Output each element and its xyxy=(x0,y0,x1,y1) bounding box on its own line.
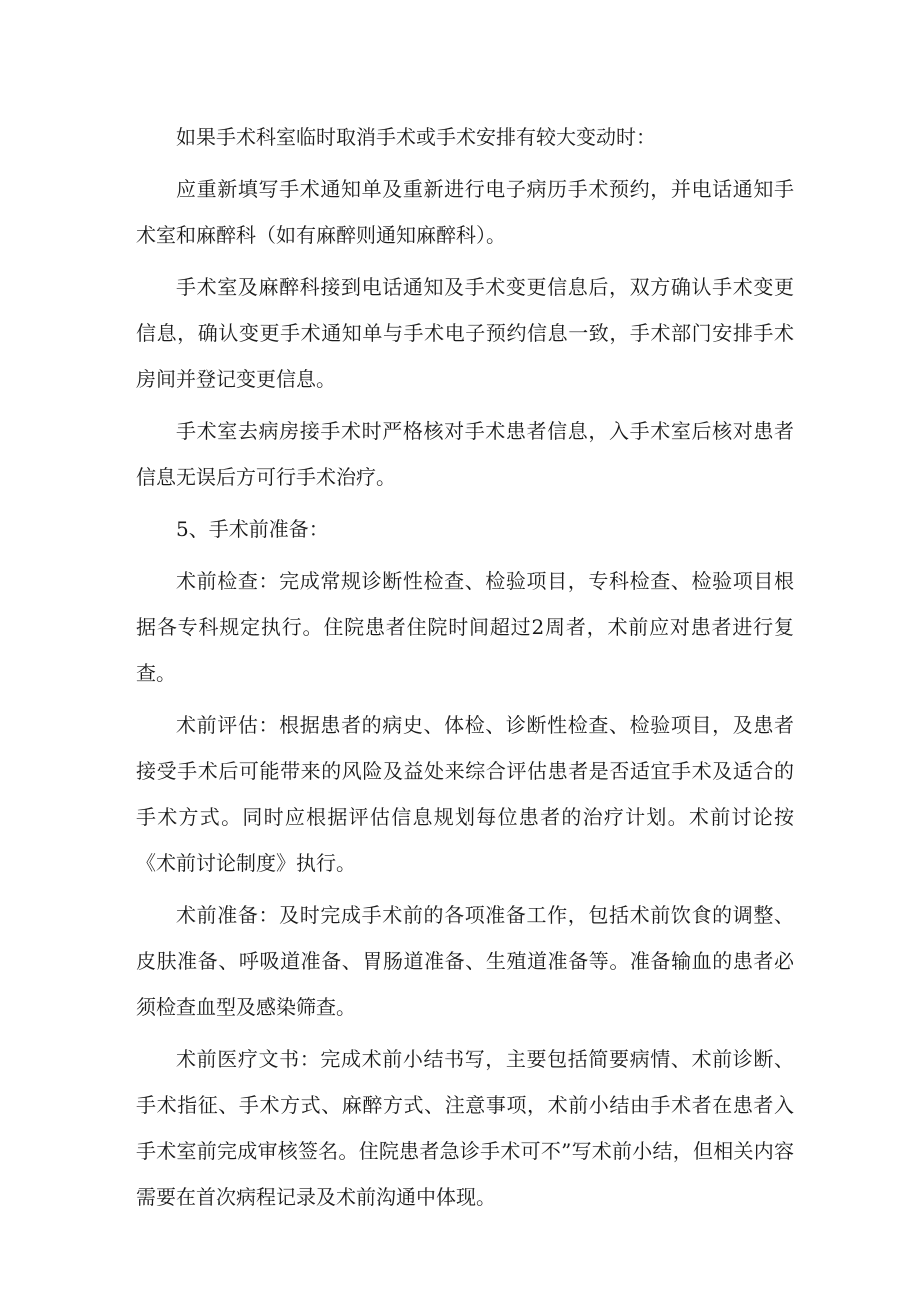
paragraph-preop-examination: 术前检查：完成常规诊断性检查、检验项目，专科检查、检验项目根据各专科规定执行。住院患者住院时间超过2周者，术前应对患者进行复查。 xyxy=(136,569,794,685)
paragraph-preop-documents: 术前医疗文书：完成术前小结书写，主要包括简要病情、术前诊断、手术指征、手术方式、麻醉方式、注意事项，术前小结由手术者在患者入手术室前完成审核签名。住院患者急诊手术可不”写术前小结，但相关内容需要在首次病程记录及术前沟通中体现。 xyxy=(136,1047,794,1209)
paragraph-patient-verification: 手术室去病房接手术时严格核对手术患者信息，入手术室后核对患者信息无误后方可行手术治疗。 xyxy=(136,419,794,489)
paragraph-confirm-change: 手术室及麻醉科接到电话通知及手术变更信息后，双方确认手术变更信息，确认变更手术通知单与手术电子预约信息一致，手术部门安排手术房间并登记变更信息。 xyxy=(136,275,794,391)
section-heading-preop-preparation: 5、手术前准备： xyxy=(176,517,329,541)
document-body xyxy=(136,114,794,1226)
paragraph-rebook-notice: 应重新填写手术通知单及重新进行电子病历手术预约，并电话通知手术室和麻醉科（如有麻醉则通知麻醉科）。 xyxy=(136,177,794,247)
paragraph-preop-assessment: 术前评估：根据患者的病史、体检、诊断性检查、检验项目，及患者接受手术后可能带来的风险及益处来综合评估患者是否适宜手术及适合的手术方式。同时应根据评估信息规划每位患者的治疗计划。术前讨论按《术前讨论制度》执行。 xyxy=(136,713,794,875)
paragraph-surgery-change: 如果手术科室临时取消手术或手术安排有较大变动时： xyxy=(176,125,656,149)
paragraph-preop-preparation: 术前准备：及时完成手术前的各项准备工作，包括术前饮食的调整、皮肤准备、呼吸道准备、胃肠道准备、生殖道准备等。准备输血的患者必须检查血型及感染筛查。 xyxy=(136,903,794,1019)
